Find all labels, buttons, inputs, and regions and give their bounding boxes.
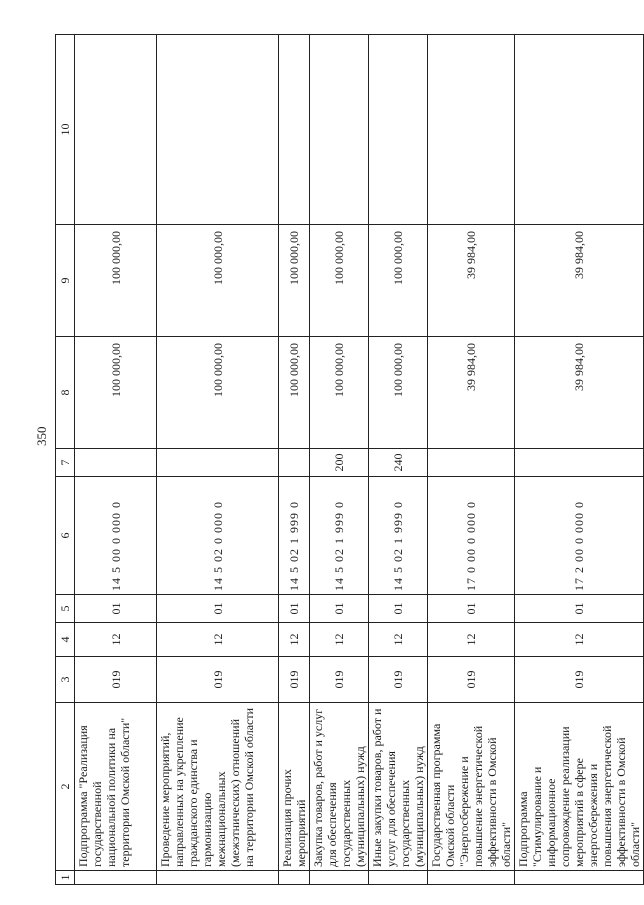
amount-col8: 39 984,00 [515, 337, 644, 449]
subsection-code: 01 [310, 595, 369, 623]
section-code: 12 [157, 623, 279, 657]
amount-col8: 100 000,00 [157, 337, 279, 449]
expense-type-code [157, 449, 279, 477]
subsection-code: 01 [428, 595, 515, 623]
amount-col9: 100 000,00 [279, 225, 310, 337]
target-article-code: 14 5 00 0 000 0 [75, 477, 157, 595]
amount-col10 [310, 35, 369, 225]
amount-col8: 100 000,00 [310, 337, 369, 449]
section-code: 12 [428, 623, 515, 657]
rotated-table-frame [55, 35, 642, 885]
column-number-row [56, 35, 75, 885]
row-number-cell [279, 871, 310, 885]
column-header: 1 [56, 871, 75, 885]
amount-col9: 39 984,00 [515, 225, 644, 337]
column-header: 5 [56, 595, 75, 623]
column-header: 4 [56, 623, 75, 657]
table-row [75, 35, 157, 885]
section-code: 12 [279, 623, 310, 657]
item-name: Закупка товаров, работ и услуг для обеспечения государственных (муниципальных) нужд [310, 703, 369, 871]
table-row [157, 35, 279, 885]
amount-col10 [157, 35, 279, 225]
section-code: 12 [310, 623, 369, 657]
section-code: 12 [369, 623, 428, 657]
row-number-cell [75, 871, 157, 885]
amount-col10 [279, 35, 310, 225]
expense-type-code [279, 449, 310, 477]
subsection-code: 01 [279, 595, 310, 623]
item-name: Подпрограмма "Реализация государственной национальной политики на территории Омской области" [75, 703, 157, 871]
item-name: Проведение мероприятий, направленных на укрепление гражданского единства и гармонизацию межнациональных (межэтнических) отношений на территории Омской области [157, 703, 279, 871]
column-header: 2 [56, 703, 75, 871]
column-header: 9 [56, 225, 75, 337]
target-article-code: 17 0 00 0 000 0 [428, 477, 515, 595]
ministry-code: 019 [75, 657, 157, 703]
column-header: 8 [56, 337, 75, 449]
table-row [310, 35, 369, 885]
target-article-code: 14 5 02 1 999 0 [310, 477, 369, 595]
ministry-code: 019 [369, 657, 428, 703]
target-article-code: 14 5 02 1 999 0 [279, 477, 310, 595]
section-code: 12 [515, 623, 644, 657]
row-number-cell [157, 871, 279, 885]
amount-col9: 39 984,00 [428, 225, 515, 337]
amount-col9: 100 000,00 [310, 225, 369, 337]
row-number-cell [515, 871, 644, 885]
amount-col9: 100 000,00 [157, 225, 279, 337]
column-header: 6 [56, 477, 75, 595]
ministry-code: 019 [157, 657, 279, 703]
page-number: 350 [34, 426, 49, 446]
table-row [279, 35, 310, 885]
table-row [428, 35, 515, 885]
expense-type-code [428, 449, 515, 477]
amount-col10 [515, 35, 644, 225]
subsection-code: 01 [369, 595, 428, 623]
ministry-code: 019 [428, 657, 515, 703]
amount-col8: 39 984,00 [428, 337, 515, 449]
amount-col8: 100 000,00 [279, 337, 310, 449]
budget-table [55, 34, 644, 885]
table-row [515, 35, 644, 885]
subsection-code: 01 [75, 595, 157, 623]
expense-type-code [515, 449, 644, 477]
item-name: Государственная программа Омской области "Энергосбережение и повышение энергетической эффективности в Омской области" [428, 703, 515, 871]
row-number-cell [310, 871, 369, 885]
expense-type-code: 200 [310, 449, 369, 477]
amount-col10 [428, 35, 515, 225]
amount-col8: 100 000,00 [369, 337, 428, 449]
target-article-code: 17 2 00 0 000 0 [515, 477, 644, 595]
section-code: 12 [75, 623, 157, 657]
column-header: 10 [56, 35, 75, 225]
amount-col10 [369, 35, 428, 225]
ministry-code: 019 [279, 657, 310, 703]
amount-col10 [75, 35, 157, 225]
item-name: Иные закупки товаров, работ и услуг для обеспечения государственных (муниципальных) нужд [369, 703, 428, 871]
item-name: Реализация прочих мероприятий [279, 703, 310, 871]
expense-type-code [75, 449, 157, 477]
subsection-code: 01 [515, 595, 644, 623]
ministry-code: 019 [515, 657, 644, 703]
amount-col8: 100 000,00 [75, 337, 157, 449]
column-header: 7 [56, 449, 75, 477]
amount-col9: 100 000,00 [75, 225, 157, 337]
ministry-code: 019 [310, 657, 369, 703]
expense-type-code: 240 [369, 449, 428, 477]
amount-col9: 100 000,00 [369, 225, 428, 337]
subsection-code: 01 [157, 595, 279, 623]
table-row [369, 35, 428, 885]
row-number-cell [369, 871, 428, 885]
row-number-cell [428, 871, 515, 885]
target-article-code: 14 5 02 1 999 0 [369, 477, 428, 595]
column-header: 3 [56, 657, 75, 703]
target-article-code: 14 5 02 0 000 0 [157, 477, 279, 595]
item-name: Подпрограмма "Стимулирование и информационное сопровождение реализации мероприятий в сфере энергосбережения и повышения энергетической эффективности в Омской области" [515, 703, 644, 871]
